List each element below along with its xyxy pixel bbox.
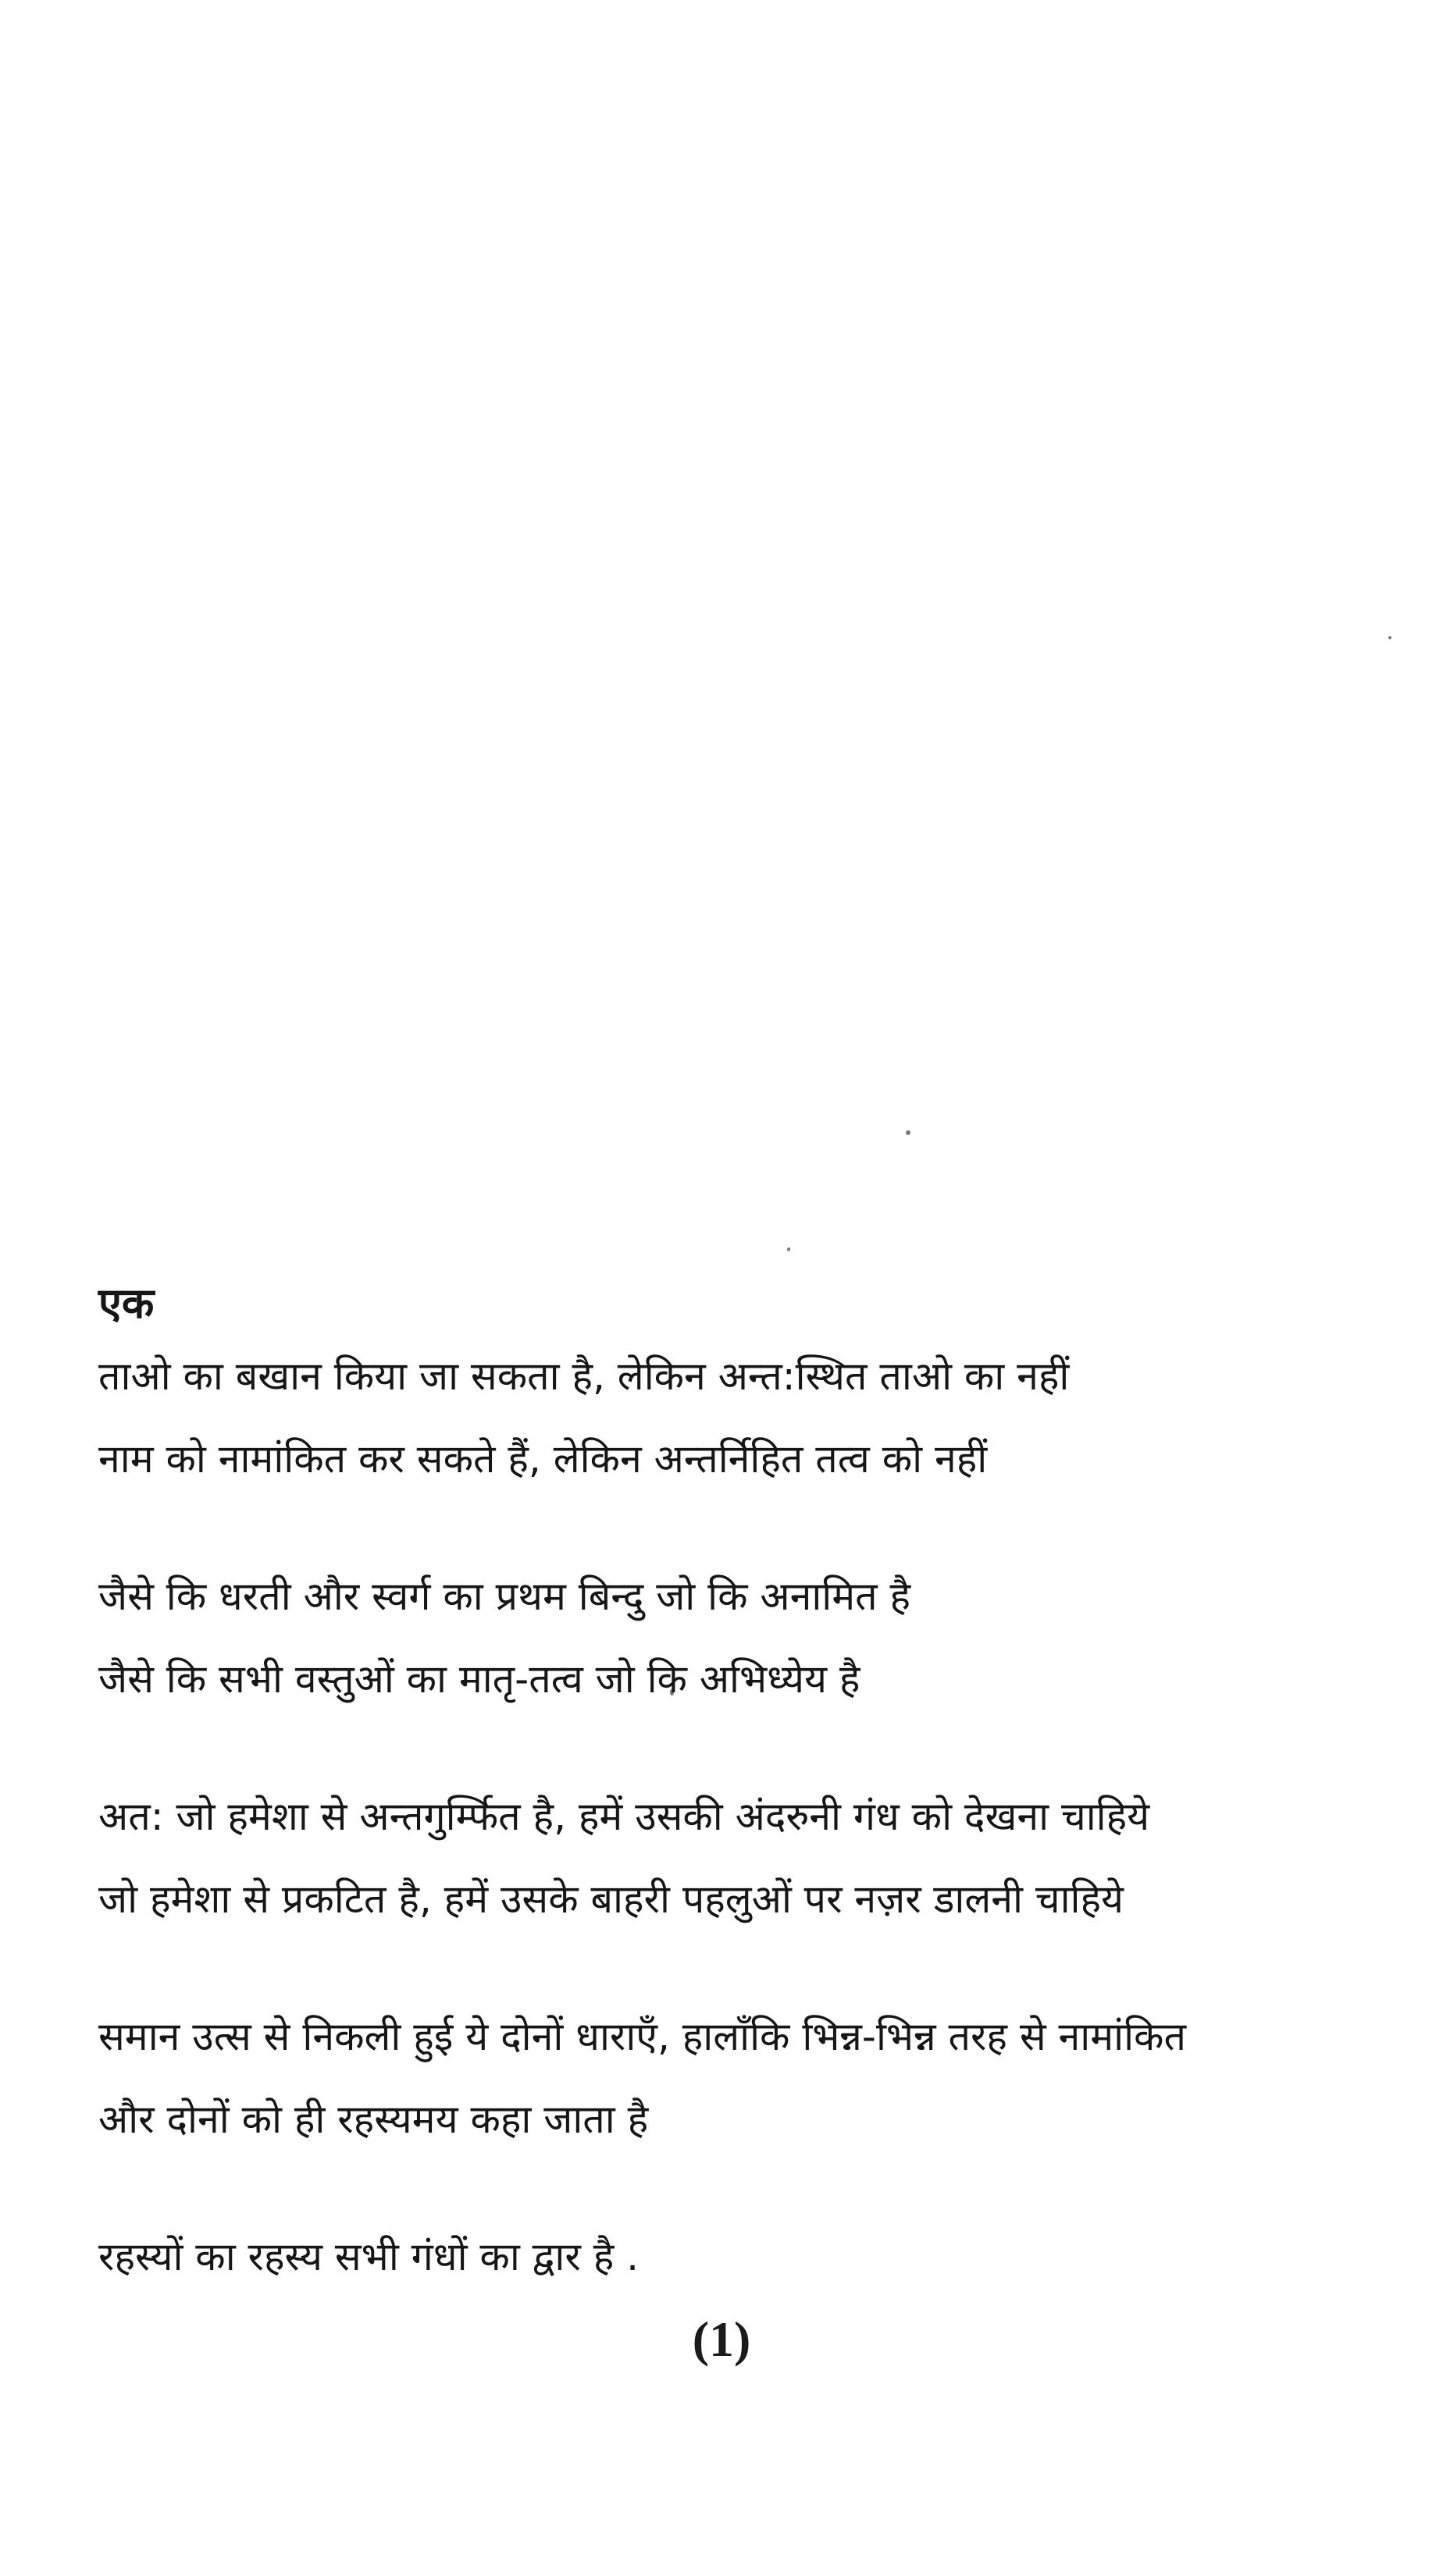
scan-speck: [1388, 636, 1391, 639]
stanza-3: [98, 1775, 1348, 1941]
poem-line: रहस्यों का रहस्य सभी गंधों का द्वार है .: [98, 2234, 640, 2279]
scan-speck: [906, 1130, 910, 1135]
poem-line: समान उत्स से निकली हुई ये दोनों धाराएँ, हालाँकि भिन्न-भिन्न तरह से नामांकित: [98, 2014, 1186, 2059]
poem-line: अत: जो हमेशा से अन्तगुर्म्फित है, हमें उसकी अंदरुनी गंध को देखना चाहिये: [98, 1794, 1150, 1839]
stanza-gap: [98, 1720, 1348, 1775]
poem-line: जैसे कि धरती और स्वर्ग का प्रथम बिन्दु जो कि अनामित है: [98, 1574, 911, 1619]
stanza-2: [98, 1555, 1348, 1720]
poem-body: [98, 1272, 1348, 2298]
stanza-5: [98, 2215, 1348, 2298]
stanza-gap: [98, 1941, 1348, 1995]
stanza-gap: [98, 2161, 1348, 2215]
stanza-gap: [98, 1500, 1348, 1555]
section-heading: एक: [98, 1279, 155, 1328]
poem-line: जो हमेशा से प्रकटित है, हमें उसके बाहरी पहलुओं पर नज़र डालनी चाहिये: [98, 1877, 1124, 1922]
scan-speck: [787, 1247, 790, 1251]
poem-line: ताओ का बखान किया जा सकता है, लेकिन अन्त:स्थित ताओ का नहीं: [98, 1354, 1070, 1399]
poem-line: जैसे कि सभी वस्तुओं का मातृ-तत्व जो कि अभिध्येय है: [98, 1656, 860, 1702]
page-number: (1): [692, 2311, 751, 2367]
poem-line: नाम को नामांकित कर सकते हैं, लेकिन अन्तर्निहित तत्व को नहीं: [98, 1436, 988, 1482]
poem-line: और दोनों को ही रहस्यमय कहा जाता है: [98, 2097, 649, 2142]
stanza-1: [98, 1335, 1348, 1500]
stanza-4: [98, 1995, 1348, 2161]
